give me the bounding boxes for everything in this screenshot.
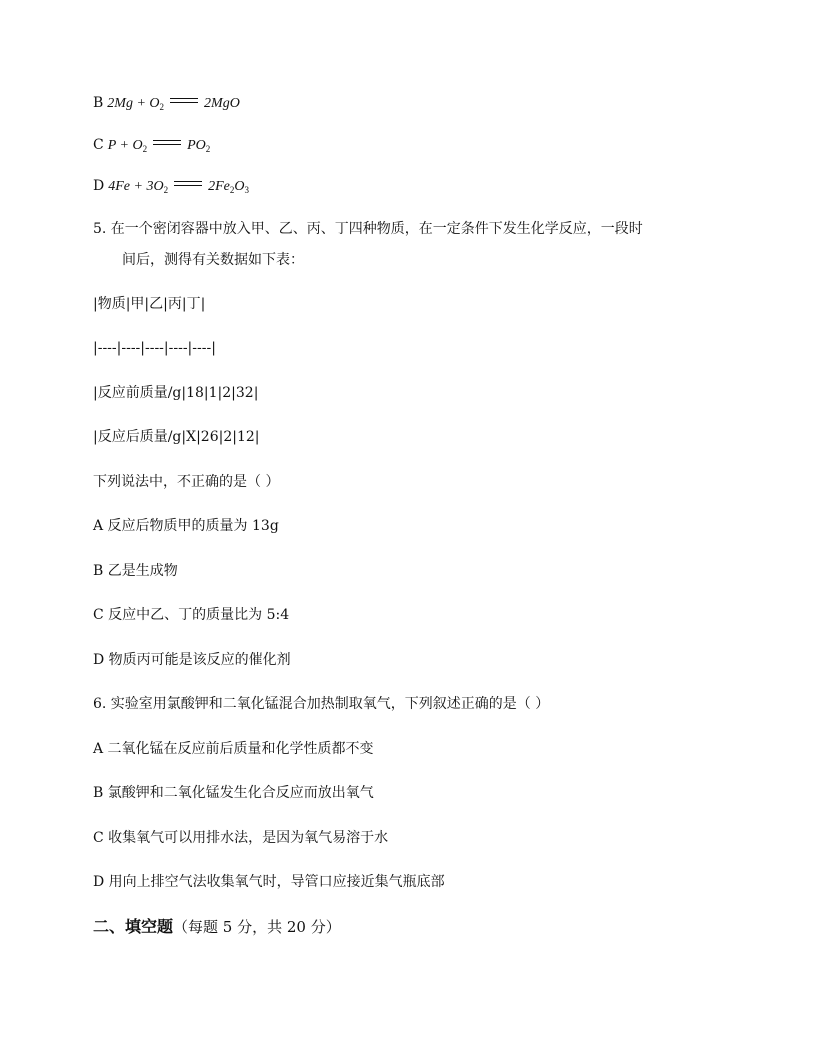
q6-stem: 6. 实验室用氯酸钾和二氧化锰混合加热制取氧气，下列叙述正确的是（ ） bbox=[93, 696, 550, 712]
q4-option-b bbox=[93, 93, 240, 114]
table-row-after: |反应后质量/g|X|26|2|12| bbox=[93, 429, 260, 445]
q5-option-a: A 反应后物质甲的质量为 13g bbox=[93, 518, 279, 534]
q5-question: 下列说法中，不正确的是（ ） bbox=[93, 474, 280, 490]
q6-option-b: B 氯酸钾和二氧化锰发生化合反应而放出氧气 bbox=[93, 785, 374, 801]
q6-option-a: A 二氧化锰在反应前后质量和化学性质都不变 bbox=[93, 741, 374, 757]
table-row-before: |反应前质量/g|18|1|2|32| bbox=[93, 385, 259, 401]
q5-option-b: B 乙是生成物 bbox=[93, 563, 178, 579]
table-row-header: |物质|甲|乙|丙|丁| bbox=[93, 296, 206, 312]
q5-option-d: D 物质丙可能是该反应的催化剂 bbox=[93, 652, 291, 668]
option-letter: D bbox=[93, 178, 105, 194]
q5-stem-line1: 5. 在一个密闭容器中放入甲、乙、丙、丁四种物质，在一定条件下发生化学反应，一段时 bbox=[93, 221, 643, 237]
q6-option-d: D 用向上排空气法收集氧气时，导管口应接近集气瓶底部 bbox=[93, 874, 445, 890]
equation: $2Mg + O_2$ 2MgO bbox=[107, 96, 240, 112]
equation: $P + O_2$ $PO_2$ bbox=[107, 138, 211, 154]
q5-option-c: C 反应中乙、丁的质量比为 5:4 bbox=[93, 607, 290, 623]
equals-sign-icon bbox=[170, 97, 198, 105]
q4-option-c bbox=[93, 135, 210, 156]
section-title: 二、填空题 bbox=[93, 917, 174, 936]
option-letter: C bbox=[93, 137, 104, 153]
equals-sign-icon bbox=[174, 180, 202, 188]
table-row-separator: |----|----|----|----|----| bbox=[93, 340, 216, 356]
q4-option-d bbox=[93, 176, 249, 197]
equation: $4Fe + 3O_2$ $2Fe_2O_3$ bbox=[108, 179, 249, 195]
section-heading bbox=[93, 917, 341, 938]
q5-stem-line2: 间后，测得有关数据如下表： bbox=[122, 252, 304, 268]
option-letter: B bbox=[93, 95, 104, 111]
equals-sign-icon bbox=[153, 139, 181, 147]
q6-option-c: C 收集氧气可以用排水法，是因为氧气易溶于水 bbox=[93, 830, 389, 846]
section-scoring-note: （每题 5 分，共 20 分） bbox=[173, 918, 341, 936]
